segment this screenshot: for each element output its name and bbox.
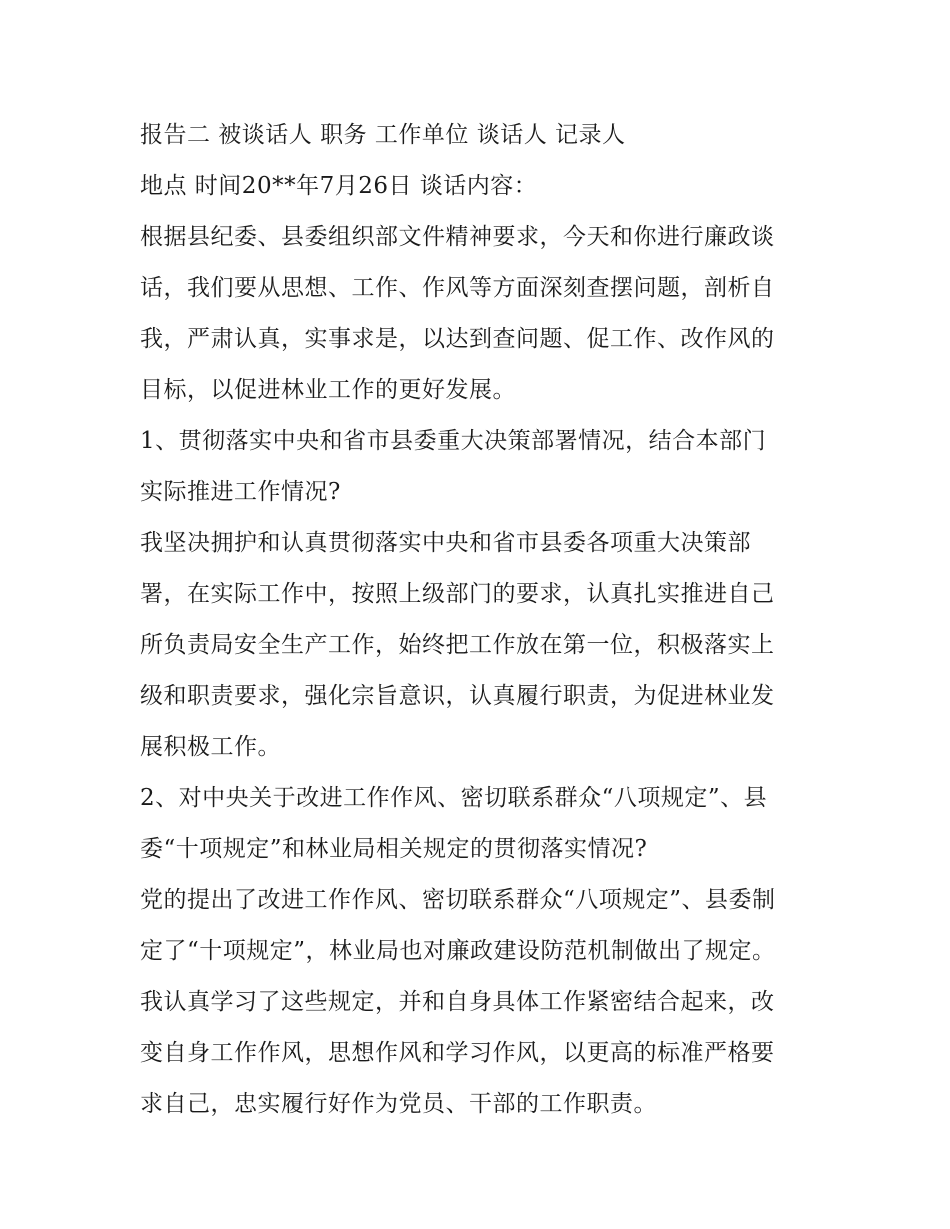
paragraph-line: 我，严肃认真，实事求是，以达到查问题、促工作、改作风的 bbox=[140, 326, 775, 352]
answer-line: 级和职责要求，强化宗旨意识，认真履行职责，为促进林业发 bbox=[140, 683, 775, 709]
answer-line: 我认真学习了这些规定，并和自身具体工作紧密结合起来，改 bbox=[140, 989, 775, 1015]
question-line: 2、对中央关于改进工作作风、密切联系群众“八项规定”、县 bbox=[140, 785, 768, 811]
question-line: 委“十项规定”和林业局相关规定的贯彻落实情况? bbox=[140, 836, 648, 862]
paragraph-line: 根据县纪委、县委组织部文件精神要求，今天和你进行廉政谈 bbox=[140, 224, 775, 250]
answer-line: 署，在实际工作中，按照上级部门的要求，认真扎实推进自己 bbox=[140, 581, 775, 607]
paragraph-line: 目标，以促进林业工作的更好发展。 bbox=[140, 377, 516, 403]
document-body bbox=[140, 110, 820, 1130]
answer-line: 定了“十项规定”，林业局也对廉政建设防范机制做出了规定。 bbox=[140, 938, 776, 964]
meta-line: 地点 时间20**年7月26日 谈话内容： bbox=[140, 173, 538, 199]
answer-line: 所负责局安全生产工作，始终把工作放在第一位，积极落实上 bbox=[140, 632, 775, 658]
paragraph-line: 话，我们要从思想、工作、作风等方面深刻查摆问题，剖析自 bbox=[140, 275, 775, 301]
question-line: 实际推进工作情况? bbox=[140, 479, 341, 505]
answer-line: 展积极工作。 bbox=[140, 734, 281, 760]
answer-line: 我坚决拥护和认真贯彻落实中央和省市县委各项重大决策部 bbox=[140, 530, 751, 556]
answer-line: 求自己，忠实履行好作为党员、干部的工作职责。 bbox=[140, 1091, 657, 1117]
question-line: 1、贯彻落实中央和省市县委重大决策部署情况，结合本部门 bbox=[140, 428, 767, 454]
answer-line: 党的提出了改进工作作风、密切联系群众“八项规定”、县委制 bbox=[140, 887, 776, 913]
answer-line: 变自身工作作风，思想作风和学习作风，以更高的标准严格要 bbox=[140, 1040, 775, 1066]
header-line: 报告二 被谈话人 职务 工作单位 谈话人 记录人 bbox=[140, 122, 626, 148]
